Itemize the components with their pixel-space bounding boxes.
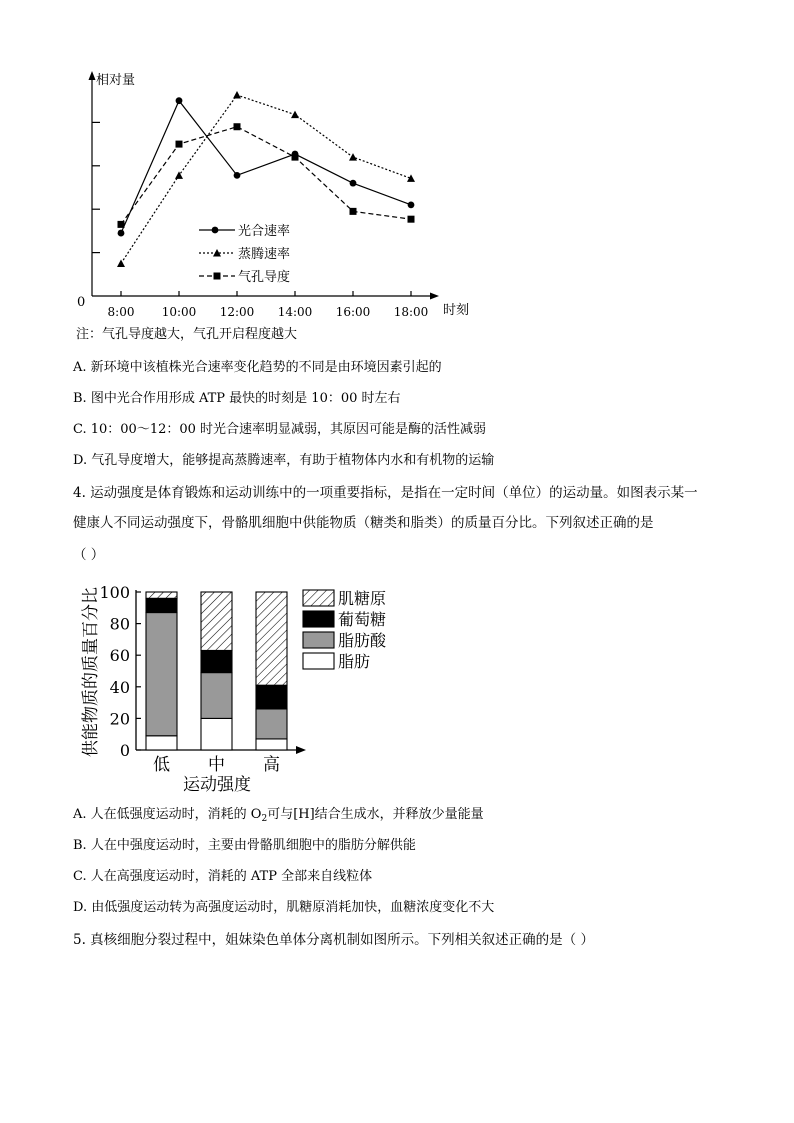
q5-stem: 5. 真核细胞分裂过程中，姐妹染色单体分离机制如图所示。下列相关叙述正确的是（ ） xyxy=(73,932,594,948)
data-point xyxy=(118,221,125,228)
x-axis-ticks xyxy=(108,291,429,319)
bar-segment xyxy=(201,592,232,650)
bar-segment xyxy=(146,598,177,612)
x-axis-arrow xyxy=(430,293,439,300)
data-point xyxy=(234,123,241,130)
y-tick-label: 0 xyxy=(119,741,130,760)
chart-series xyxy=(117,91,415,267)
y-axis-arrow xyxy=(89,71,96,80)
origin-label: 0 xyxy=(77,295,86,310)
legend-label: 蒸腾速率 xyxy=(238,247,291,262)
data-point xyxy=(176,97,183,104)
bar-segment xyxy=(256,739,287,750)
data-point xyxy=(233,91,241,99)
x-tick-label: 8:00 xyxy=(107,305,135,319)
y-tick-label: 60 xyxy=(109,646,130,666)
q3-option-c: C. 10：00～12：00 时光合速率明显减弱，其原因可能是酶的活性减弱 xyxy=(73,422,487,437)
bar-segment xyxy=(201,650,232,672)
legend-item-transpiration xyxy=(199,246,290,262)
data-point xyxy=(292,154,299,161)
y-axis-ticks xyxy=(99,583,141,760)
legend-label: 气孔导度 xyxy=(238,270,291,285)
x-tick-label: 高 xyxy=(263,755,280,775)
y-axis-label: 相对量 xyxy=(96,73,136,88)
q3-option-b: B. 图中光合作用形成 ATP 最快的时刻是 10：00 时左右 xyxy=(73,391,401,406)
data-point xyxy=(118,230,125,237)
bar-segment xyxy=(146,736,177,750)
legend-label: 脂肪 xyxy=(338,652,371,671)
q4-stem-line1: 4. 运动强度是体育锻炼和运动训练中的一项重要指标，是指在一定时间（单位）的运动量。如图表示某一 xyxy=(73,485,698,501)
legend-label: 脂肪酸 xyxy=(338,631,387,650)
x-tick-label: 16:00 xyxy=(335,305,371,319)
series-line xyxy=(121,127,411,225)
bar-segment xyxy=(256,685,287,709)
bar-segment xyxy=(146,592,177,598)
x-tick-label: 10:00 xyxy=(161,305,197,319)
x-axis-arrow xyxy=(296,746,306,754)
y-tick-label: 40 xyxy=(109,677,130,697)
data-point xyxy=(349,153,357,161)
data-point xyxy=(291,111,299,119)
legend-label: 葡萄糖 xyxy=(338,610,387,629)
bar-segment xyxy=(201,673,232,719)
bar-segment xyxy=(146,613,177,736)
stacked-bar-chart xyxy=(0,570,420,800)
q4-option-a-subscript: 2 xyxy=(261,814,268,824)
data-point xyxy=(408,216,415,223)
data-point xyxy=(408,201,415,208)
q4-answer-paren: （ ） xyxy=(73,547,105,563)
q4-option-a-pre: A. 人在低强度运动时，消耗的 O xyxy=(73,807,262,822)
data-point xyxy=(350,208,357,215)
bar-segment xyxy=(201,718,232,750)
q4-stem-line2: 健康人不同运动强度下，骨骼肌细胞中供能物质（糖类和脂类）的质量百分比。下列叙述正确的是 xyxy=(73,515,654,531)
chart-legend xyxy=(303,589,387,671)
q4-option-a xyxy=(73,806,484,828)
x-tick-label: 18:00 xyxy=(393,305,429,319)
chart-legend xyxy=(199,223,290,285)
data-point xyxy=(234,172,241,179)
x-tick-label: 14:00 xyxy=(277,305,313,319)
x-tick-label: 中 xyxy=(208,755,225,775)
data-point xyxy=(176,141,183,148)
y-tick-label: 80 xyxy=(109,614,130,634)
data-point xyxy=(350,180,357,187)
series-line xyxy=(121,101,411,233)
y-tick-label: 20 xyxy=(109,709,130,729)
bar-segment xyxy=(256,592,287,685)
y-axis-ticks xyxy=(92,122,100,252)
x-axis-ticks xyxy=(153,755,280,775)
q4-option-c: C. 人在高强度运动时，消耗的 ATP 全部来自线粒体 xyxy=(73,869,373,884)
data-point xyxy=(117,259,125,267)
legend-label: 光合速率 xyxy=(238,224,291,239)
q4-option-b: B. 人在中强度运动时，主要由骨骼肌细胞中的脂肪分解供能 xyxy=(73,838,416,853)
bars xyxy=(146,592,287,750)
q4-option-a-post: 可与[H]结合生成水，并释放少量能量 xyxy=(267,807,484,822)
legend-item-stomatal xyxy=(199,269,290,285)
bar-segment xyxy=(256,709,287,739)
legend-label: 肌糖原 xyxy=(338,589,387,608)
x-axis-label: 时刻 xyxy=(443,303,470,318)
x-tick-label: 12:00 xyxy=(219,305,255,319)
y-tick-label: 100 xyxy=(99,583,130,602)
data-point xyxy=(407,174,415,182)
q3-option-d: D. 气孔导度增大，能够提高蒸腾速率，有助于植物体内水和有机物的运输 xyxy=(73,453,495,468)
y-axis-label: 供能物质的质量百分比 xyxy=(81,587,101,757)
legend-item-photosynthesis xyxy=(199,223,290,239)
q3-option-a: A. 新环境中该植株光合速率变化趋势的不同是由环境因素引起的 xyxy=(73,360,442,375)
line-chart xyxy=(0,0,794,330)
x-axis-label: 运动强度 xyxy=(183,775,251,795)
chart-note: 注：气孔导度越大，气孔开启程度越大 xyxy=(76,327,298,342)
x-tick-label: 低 xyxy=(153,755,170,775)
q4-option-d: D. 由低强度运动转为高强度运动时，肌糖原消耗加快，血糖浓度变化不大 xyxy=(73,900,495,915)
